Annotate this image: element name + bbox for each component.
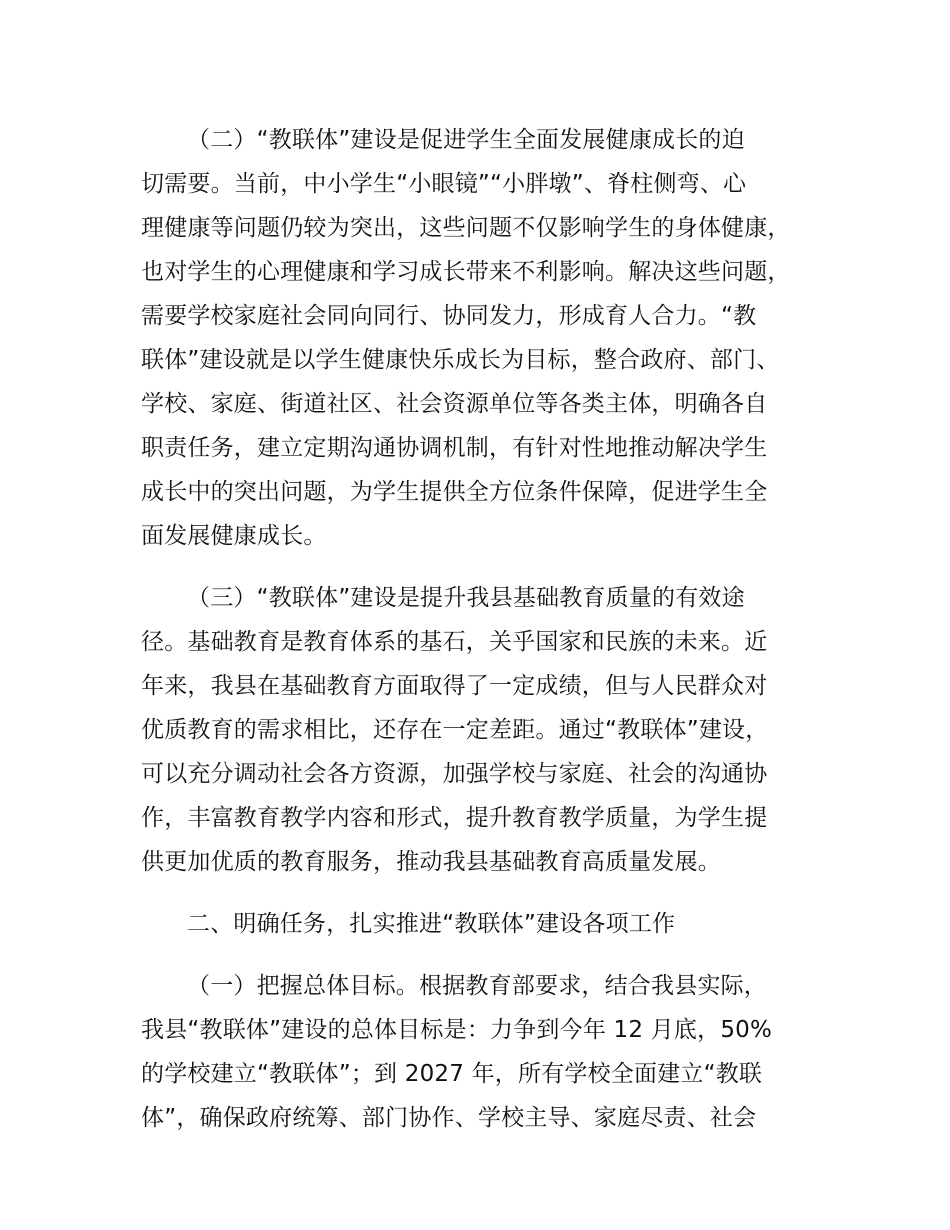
text-line: 可以充分调动社会各方资源，加强学校与家庭、社会的沟通协 bbox=[141, 761, 768, 787]
paragraph-one bbox=[141, 964, 841, 1140]
paragraph-three bbox=[141, 576, 841, 884]
text-line: 职责任务，建立定期沟通协调机制，有针对性地推动解决学生 bbox=[141, 435, 768, 461]
paragraph-gap bbox=[141, 884, 841, 902]
section-heading-text: 二、明确任务，扎实推进“教联体”建设各项工作 bbox=[187, 911, 676, 937]
text-line: 体”，确保政府统筹、部门协作、学校主导、家庭尽责、社会 bbox=[141, 1105, 757, 1131]
text-line: 年来，我县在基础教育方面取得了一定成绩，但与人民群众对 bbox=[141, 673, 768, 699]
text-line: 也对学生的心理健康和学习成长带来不利影响。解决这些问题， bbox=[141, 259, 791, 285]
text-line: 优质教育的需求相比，还存在一定差距。通过“教联体”建设， bbox=[141, 717, 769, 743]
text-line: （二）“教联体”建设是促进学生全面发展健康成长的迫 bbox=[187, 127, 745, 153]
text-line: 学校、家庭、街道社区、社会资源单位等各类主体，明确各自 bbox=[141, 391, 768, 417]
text-line: 我县“教联体”建设的总体目标是：力争到今年 12 月底，50% bbox=[141, 1017, 773, 1043]
paragraph-two bbox=[141, 118, 841, 558]
document-body bbox=[141, 118, 841, 1140]
text-line: （三）“教联体”建设是提升我县基础教育质量的有效途 bbox=[187, 585, 745, 611]
text-line: 面发展健康成长。 bbox=[141, 523, 327, 549]
text-line: 联体”建设就是以学生健康快乐成长为目标，整合政府、部门、 bbox=[141, 347, 780, 373]
paragraph-gap bbox=[141, 946, 841, 964]
text-line: 理健康等问题仍较为突出，这些问题不仅影响学生的身体健康， bbox=[141, 215, 791, 241]
text-line: 成长中的突出问题，为学生提供全方位条件保障，促进学生全 bbox=[141, 479, 768, 505]
section-heading-two bbox=[141, 902, 841, 946]
text-line: 作，丰富教育教学内容和形式，提升教育教学质量，为学生提 bbox=[141, 805, 768, 831]
text-line: 供更加优质的教育服务，推动我县基础教育高质量发展。 bbox=[141, 849, 721, 875]
text-line: （一）把握总体目标。根据教育部要求，结合我县实际， bbox=[187, 973, 767, 999]
text-line: 径。基础教育是教育体系的基石，关乎国家和民族的未来。近 bbox=[141, 629, 768, 655]
text-line: 切需要。当前，中小学生“小眼镜”“小胖墩”、脊柱侧弯、心 bbox=[141, 171, 747, 197]
paragraph-gap bbox=[141, 558, 841, 576]
text-line: 的学校建立“教联体”；到 2027 年，所有学校全面建立“教联 bbox=[141, 1061, 763, 1087]
text-line: 需要学校家庭社会同向同行、协同发力，形成育人合力。“教 bbox=[141, 303, 757, 329]
